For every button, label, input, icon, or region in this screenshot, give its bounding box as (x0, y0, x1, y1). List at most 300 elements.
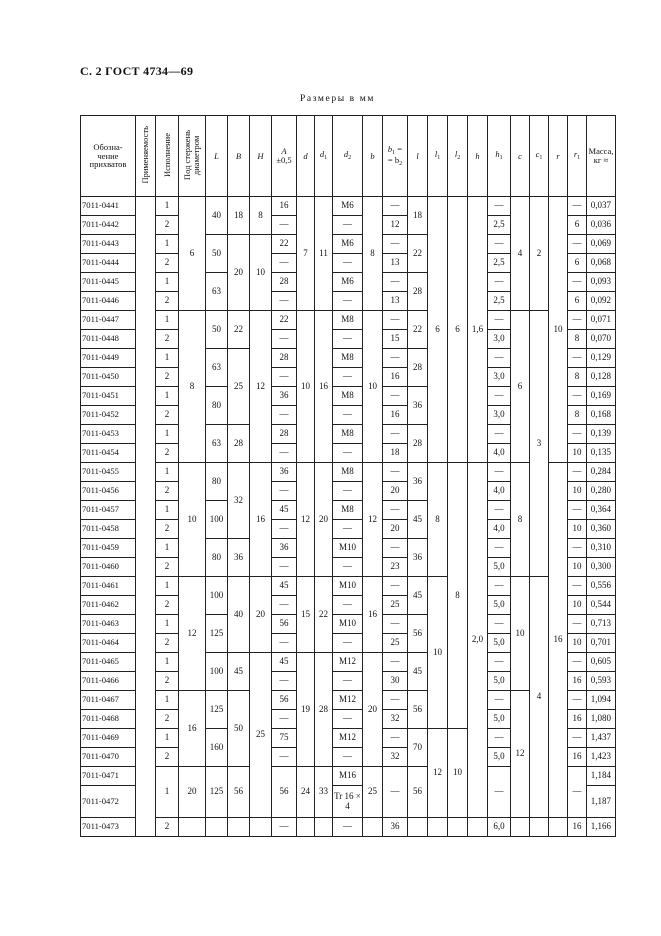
cell-code: 7011-0457 (81, 501, 136, 520)
header-d: d (297, 116, 315, 197)
cell-b1: — (383, 311, 408, 330)
cell-A: — (272, 444, 297, 463)
cell-code: 7011-0471 (81, 767, 136, 786)
cell-h1: — (488, 767, 511, 818)
cell-L: 63 (206, 425, 228, 463)
cell-B: 36 (228, 539, 250, 577)
cell-B (228, 818, 250, 837)
cell-code: 7011-0452 (81, 406, 136, 425)
header-c: c (511, 116, 530, 197)
cell-code: 7011-0458 (81, 520, 136, 539)
cell-l: 36 (408, 463, 428, 501)
cell-d2: M8 (333, 501, 363, 520)
cell-mass: 0,139 (587, 425, 616, 444)
header-l: l (408, 116, 428, 197)
cell-r1: 6 (568, 216, 587, 235)
cell-mass: 0,071 (587, 311, 616, 330)
cell-d1: 16 (315, 311, 333, 463)
header-b: b (363, 116, 383, 197)
cell-version: 2 (156, 634, 179, 653)
cell-b1: 16 (383, 406, 408, 425)
cell-A: 75 (272, 729, 297, 748)
cell-h1: 2,5 (488, 254, 511, 273)
cell-code: 7011-0469 (81, 729, 136, 748)
cell-mass: 0,168 (587, 406, 616, 425)
table-row (81, 197, 616, 216)
cell-d: 7 (297, 197, 315, 311)
cell-b1: — (383, 235, 408, 254)
cell-code: 7011-0445 (81, 273, 136, 292)
cell-d2: — (333, 634, 363, 653)
cell-d2: M8 (333, 387, 363, 406)
cell-A: — (272, 368, 297, 387)
cell-l: 56 (408, 767, 428, 818)
cell-r1: — (568, 311, 587, 330)
cell-b1: 12 (383, 216, 408, 235)
cell-A: 56 (272, 691, 297, 710)
cell-B: 56 (228, 767, 250, 818)
cell-version: 1 (156, 539, 179, 558)
cell-B: 25 (228, 349, 250, 425)
cell-h1: — (488, 615, 511, 634)
cell-mass: 0,128 (587, 368, 616, 387)
cell-L: 63 (206, 273, 228, 311)
cell-A: — (272, 520, 297, 539)
cell-code: 7011-0446 (81, 292, 136, 311)
cell-L: 100 (206, 577, 228, 615)
cell-r1: — (568, 501, 587, 520)
cell-b1: 20 (383, 520, 408, 539)
cell-A: — (272, 558, 297, 577)
cell-version: 2 (156, 818, 179, 837)
cell-code: 7011-0470 (81, 748, 136, 767)
cell-b1: 30 (383, 672, 408, 691)
cell-version: 1 (156, 501, 179, 520)
cell-code: 7011-0464 (81, 634, 136, 653)
cell-H: 10 (250, 235, 272, 311)
header-l2: $l_2$ (448, 116, 468, 197)
cell-l: 28 (408, 425, 428, 463)
cell-mass: 1,423 (587, 748, 616, 767)
cell-A: — (272, 406, 297, 425)
cell-r1: 10 (568, 634, 587, 653)
cell-d2: M16 (333, 767, 363, 786)
cell-B: 50 (228, 691, 250, 767)
cell-B: 32 (228, 463, 250, 539)
cell-b: 25 (363, 767, 383, 818)
cell-version: 1 (156, 577, 179, 596)
cell-h1: 2,5 (488, 216, 511, 235)
cell-r1: 10 (568, 444, 587, 463)
cell-A: 56 (272, 767, 297, 818)
cell-r1: — (568, 615, 587, 634)
cell-L: 125 (206, 691, 228, 729)
cell-b1: — (383, 577, 408, 596)
cell-c: 6 (511, 311, 530, 463)
cell-L (206, 818, 228, 837)
cell-code: 7011-0462 (81, 596, 136, 615)
cell-r1: 10 (568, 558, 587, 577)
cell-code: 7011-0456 (81, 482, 136, 501)
cell-version: 1 (156, 235, 179, 254)
cell-mass: 0,070 (587, 330, 616, 349)
cell-code: 7011-0451 (81, 387, 136, 406)
cell-d2: — (333, 444, 363, 463)
cell-c (511, 818, 530, 837)
cell-l: 56 (408, 615, 428, 653)
cell-version: 1 (156, 349, 179, 368)
cell-b1: 32 (383, 710, 408, 729)
cell-d2: M6 (333, 197, 363, 216)
cell-b1: — (383, 691, 408, 710)
cell-version: 2 (156, 672, 179, 691)
cell-code: 7011-0473 (81, 818, 136, 837)
cell-code: 7011-0467 (81, 691, 136, 710)
cell-A: — (272, 672, 297, 691)
cell-A: 16 (272, 197, 297, 216)
cell-d2: — (333, 818, 363, 837)
header-d1: $d_1$ (315, 116, 333, 197)
cell-c1: 4 (530, 577, 549, 818)
cell-version: 1 (156, 691, 179, 710)
header-L: L (206, 116, 228, 197)
cell-r1: — (568, 387, 587, 406)
cell-b1: 13 (383, 254, 408, 273)
cell-h (468, 818, 488, 837)
cell-d2: — (333, 216, 363, 235)
cell-d2: M8 (333, 425, 363, 444)
cell-B: 18 (228, 197, 250, 235)
cell-version: 2 (156, 406, 179, 425)
cell-code: 7011-0461 (81, 577, 136, 596)
cell-l2: 6 (448, 197, 468, 463)
cell-A: 36 (272, 463, 297, 482)
cell-mass: 1,166 (587, 818, 616, 837)
cell-r1: 10 (568, 482, 587, 501)
cell-b1: — (383, 197, 408, 216)
cell-A: — (272, 330, 297, 349)
cell-r1: — (568, 729, 587, 748)
cell-version: 2 (156, 330, 179, 349)
cell-mass: 0,284 (587, 463, 616, 482)
header-rod-diameter: Под стержень диаметром (179, 116, 206, 197)
cell-r1: 16 (568, 710, 587, 729)
table-row (81, 818, 616, 837)
cell-rod-diameter: 8 (179, 311, 206, 463)
cell-b1: — (383, 653, 408, 672)
header-applicability: Применяемость (136, 116, 156, 197)
cell-h1: — (488, 653, 511, 672)
cell-version: 2 (156, 596, 179, 615)
cell-mass: 0,360 (587, 520, 616, 539)
cell-h1: 2,5 (488, 292, 511, 311)
cell-code: 7011-0459 (81, 539, 136, 558)
cell-d1: 33 (315, 767, 333, 818)
cell-r1: 8 (568, 330, 587, 349)
cell-r1: — (568, 539, 587, 558)
cell-b1: — (383, 349, 408, 368)
cell-version: 2 (156, 558, 179, 577)
cell-mass: 1,080 (587, 710, 616, 729)
cell-r1: — (568, 767, 587, 818)
cell-rod-diameter: 12 (179, 577, 206, 691)
cell-code: 7011-0442 (81, 216, 136, 235)
cell-h1: — (488, 539, 511, 558)
cell-h1: — (488, 501, 511, 520)
cell-code: 7011-0443 (81, 235, 136, 254)
cell-d2: — (333, 710, 363, 729)
cell-d2: M10 (333, 577, 363, 596)
cell-h1: — (488, 577, 511, 596)
cell-mass: 0,169 (587, 387, 616, 406)
cell-d2: — (333, 520, 363, 539)
cell-code: 7011-0444 (81, 254, 136, 273)
cell-A: — (272, 818, 297, 837)
header-A: A ±0,5 (272, 116, 297, 197)
cell-l1: 12 (428, 729, 448, 818)
cell-version: 1 (156, 387, 179, 406)
cell-l1: 10 (428, 577, 448, 729)
cell-d (297, 818, 315, 837)
cell-H: 25 (250, 653, 272, 818)
cell-l: 28 (408, 349, 428, 387)
cell-A: 45 (272, 501, 297, 520)
cell-version: 1 (156, 767, 179, 818)
cell-code: 7011-0441 (81, 197, 136, 216)
cell-A: 28 (272, 425, 297, 444)
cell-b1: 13 (383, 292, 408, 311)
cell-mass: 0,310 (587, 539, 616, 558)
cell-b1: — (383, 615, 408, 634)
cell-code: 7011-0447 (81, 311, 136, 330)
cell-h1: — (488, 691, 511, 710)
cell-r1: 6 (568, 292, 587, 311)
cell-c: 12 (511, 691, 530, 818)
cell-code: 7011-0466 (81, 672, 136, 691)
cell-h1: 5,0 (488, 558, 511, 577)
cell-b1: 20 (383, 482, 408, 501)
cell-h: 2,0 (468, 463, 488, 818)
cell-r1: — (568, 463, 587, 482)
cell-h1: 3,0 (488, 330, 511, 349)
cell-r: 16 (549, 463, 568, 818)
cell-l: 70 (408, 729, 428, 767)
cell-L: 100 (206, 501, 228, 539)
cell-code: 7011-0448 (81, 330, 136, 349)
cell-l: 45 (408, 501, 428, 539)
cell-L: 80 (206, 539, 228, 577)
cell-H: 20 (250, 577, 272, 653)
cell-b1: — (383, 273, 408, 292)
cell-code: 7011-0453 (81, 425, 136, 444)
cell-d2: — (333, 406, 363, 425)
cell-d1 (315, 818, 333, 837)
cell-L: 80 (206, 387, 228, 425)
cell-d1: 20 (315, 463, 333, 577)
cell-mass: 0,713 (587, 615, 616, 634)
cell-version: 1 (156, 653, 179, 672)
cell-version: 1 (156, 197, 179, 216)
cell-c: 8 (511, 463, 530, 577)
cell-d2: — (333, 330, 363, 349)
cell-b1: — (383, 501, 408, 520)
cell-h1: 4,0 (488, 444, 511, 463)
cell-version: 1 (156, 615, 179, 634)
cell-b1: — (383, 425, 408, 444)
cell-r1: 10 (568, 596, 587, 615)
cell-c: 10 (511, 577, 530, 691)
cell-d1: 22 (315, 577, 333, 653)
cell-h1: 5,0 (488, 672, 511, 691)
cell-d: 15 (297, 577, 315, 653)
cell-b1: 32 (383, 748, 408, 767)
cell-h1: 5,0 (488, 634, 511, 653)
cell-code: 7011-0454 (81, 444, 136, 463)
cell-l (408, 818, 428, 837)
cell-h1: — (488, 197, 511, 216)
cell-h1: 6,0 (488, 818, 511, 837)
cell-h1: — (488, 349, 511, 368)
cell-A: 22 (272, 311, 297, 330)
cell-b: 12 (363, 463, 383, 577)
cell-r (549, 818, 568, 837)
cell-l: 18 (408, 197, 428, 235)
cell-version: 2 (156, 216, 179, 235)
cell-mass: 0,701 (587, 634, 616, 653)
cell-d2: — (333, 558, 363, 577)
cell-rod-diameter: 20 (179, 767, 206, 818)
cell-version: 2 (156, 292, 179, 311)
cell-H: 8 (250, 197, 272, 235)
cell-A: 45 (272, 653, 297, 672)
cell-l: 36 (408, 539, 428, 577)
cell-b1: 36 (383, 818, 408, 837)
dimensions-table (80, 115, 616, 835)
cell-mass: 0,068 (587, 254, 616, 273)
cell-A: — (272, 292, 297, 311)
cell-L: 125 (206, 615, 228, 653)
header-r1: $r_1$ (568, 116, 587, 197)
cell-h1: — (488, 425, 511, 444)
cell-c1 (530, 818, 549, 837)
cell-version: 2 (156, 254, 179, 273)
cell-A: — (272, 482, 297, 501)
cell-code: 7011-0463 (81, 615, 136, 634)
cell-b: 16 (363, 577, 383, 653)
cell-l2 (448, 818, 468, 837)
cell-mass: 0,280 (587, 482, 616, 501)
cell-b (363, 818, 383, 837)
cell-code: 7011-0465 (81, 653, 136, 672)
cell-d2: — (333, 672, 363, 691)
cell-A: 36 (272, 539, 297, 558)
cell-b1: 18 (383, 444, 408, 463)
cell-code: 7011-0460 (81, 558, 136, 577)
header-b1: $b_1$ = = $b_2$ (383, 116, 408, 197)
cell-B: 45 (228, 653, 250, 691)
cell-rod-diameter: 16 (179, 691, 206, 767)
cell-B: 28 (228, 425, 250, 463)
cell-d2: M6 (333, 235, 363, 254)
cell-A: 36 (272, 387, 297, 406)
cell-mass: 0,605 (587, 653, 616, 672)
cell-L: 40 (206, 197, 228, 235)
cell-H: 16 (250, 463, 272, 577)
cell-d2: M6 (333, 273, 363, 292)
cell-mass: 0,593 (587, 672, 616, 691)
cell-l: 36 (408, 387, 428, 425)
cell-code: 7011-0468 (81, 710, 136, 729)
cell-h1: 5,0 (488, 596, 511, 615)
cell-d2: M12 (333, 729, 363, 748)
cell-h1: 3,0 (488, 368, 511, 387)
cell-code: 7011-0450 (81, 368, 136, 387)
cell-A: 45 (272, 577, 297, 596)
cell-version: 2 (156, 520, 179, 539)
cell-d1: 28 (315, 653, 333, 767)
cell-b1: 25 (383, 596, 408, 615)
cell-r1: — (568, 691, 587, 710)
cell-r1: 8 (568, 406, 587, 425)
cell-l: 56 (408, 691, 428, 729)
cell-l1: 8 (428, 463, 448, 577)
cell-r1: 16 (568, 672, 587, 691)
cell-d2: M8 (333, 311, 363, 330)
cell-d: 10 (297, 311, 315, 463)
header-designation: Обозна- чение прихватов (81, 116, 136, 197)
cell-code: 7011-0449 (81, 349, 136, 368)
cell-d2: M12 (333, 691, 363, 710)
cell-h1: — (488, 729, 511, 748)
cell-mass: 1,187 (587, 786, 616, 818)
cell-l: 45 (408, 653, 428, 691)
cell-d2: — (333, 748, 363, 767)
cell-A: 28 (272, 273, 297, 292)
header-d2: $d_2$ (333, 116, 363, 197)
cell-mass: 0,129 (587, 349, 616, 368)
cell-code: 7011-0455 (81, 463, 136, 482)
cell-mass: 0,544 (587, 596, 616, 615)
cell-B: 20 (228, 235, 250, 311)
cell-mass: 0,300 (587, 558, 616, 577)
cell-c: 4 (511, 197, 530, 311)
cell-L: 100 (206, 653, 228, 691)
cell-b: 20 (363, 653, 383, 767)
cell-l: 22 (408, 235, 428, 273)
cell-d2: — (333, 482, 363, 501)
cell-mass: 1,094 (587, 691, 616, 710)
cell-A: — (272, 748, 297, 767)
cell-mass: 1,184 (587, 767, 616, 786)
cell-h1: 5,0 (488, 710, 511, 729)
cell-l1 (428, 818, 448, 837)
cell-mass: 0,556 (587, 577, 616, 596)
cell-version: 2 (156, 710, 179, 729)
cell-d2: — (333, 254, 363, 273)
cell-r1: 16 (568, 748, 587, 767)
cell-d2: M8 (333, 463, 363, 482)
cell-h1: 4,0 (488, 482, 511, 501)
header-h1: $h_1$ (488, 116, 511, 197)
cell-rod-diameter: 6 (179, 197, 206, 311)
cell-h1: 3,0 (488, 406, 511, 425)
cell-code: 7011-0472 (81, 786, 136, 818)
cell-l: 28 (408, 273, 428, 311)
cell-b: 8 (363, 197, 383, 311)
cell-r1: 6 (568, 254, 587, 273)
cell-mass: 0,135 (587, 444, 616, 463)
cell-c1: 2 (530, 197, 549, 311)
